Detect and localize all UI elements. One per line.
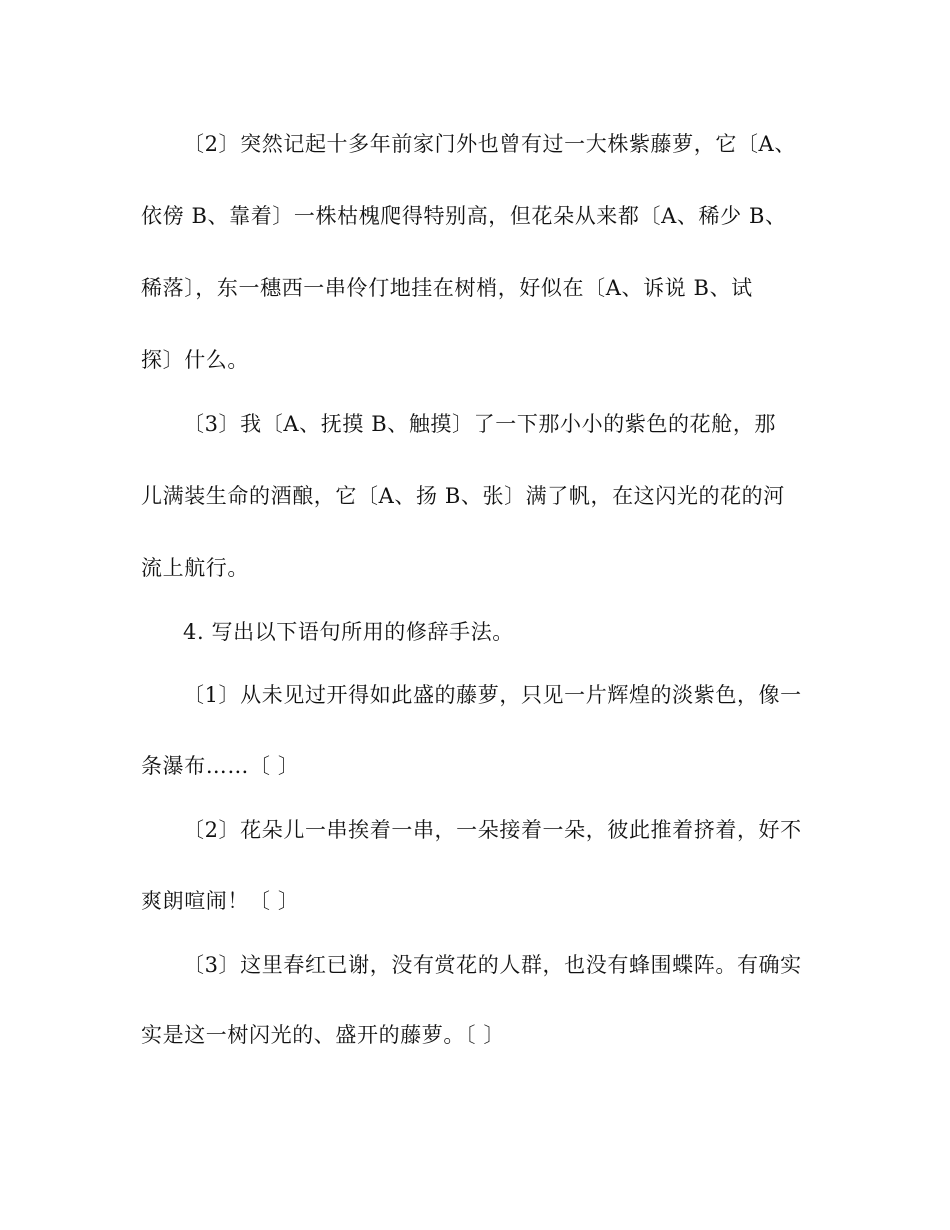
text-line: 爽朗喧闹！〔 〕 bbox=[141, 889, 300, 913]
text-line: 〔2〕突然记起十多年前家门外也曾有过一大株紫藤萝，它〔A、 bbox=[183, 132, 796, 156]
text-line: 〔3〕这里春红已谢，没有赏花的人群，也没有蜂围蝶阵。有确实 bbox=[183, 953, 802, 977]
text-line: 流上航行。 bbox=[141, 556, 249, 580]
text-line: 依傍 B、靠着〕一株枯槐爬得特别高，但花朵从来都〔A、稀少 B、 bbox=[141, 204, 787, 228]
text-line: 〔1〕从未见过开得如此盛的藤萝，只见一片辉煌的淡紫色，像一 bbox=[183, 683, 802, 707]
text-line: 〔3〕我〔A、抚摸 B、触摸〕了一下那小小的紫色的花舱，那 bbox=[183, 412, 777, 436]
text-line: 实是这一树闪光的、盛开的藤萝。〔 〕 bbox=[141, 1023, 505, 1047]
text-line: 稀落〕，东一穗西一串伶仃地挂在树梢，好似在〔A、诉说 B、试 bbox=[141, 276, 753, 300]
text-line: 儿满装生命的酒酿，它〔A、扬 B、张〕满了帆，在这闪光的花的河 bbox=[141, 484, 785, 508]
question-heading: 4. 写出以下语句所用的修辞手法。 bbox=[183, 620, 514, 644]
text-line: 探〕什么。 bbox=[141, 348, 249, 372]
text-line: 条瀑布……〔 〕 bbox=[141, 754, 300, 778]
text-line: 〔2〕花朵儿一串挨着一串，一朵接着一朵，彼此推着挤着，好不 bbox=[183, 818, 802, 842]
